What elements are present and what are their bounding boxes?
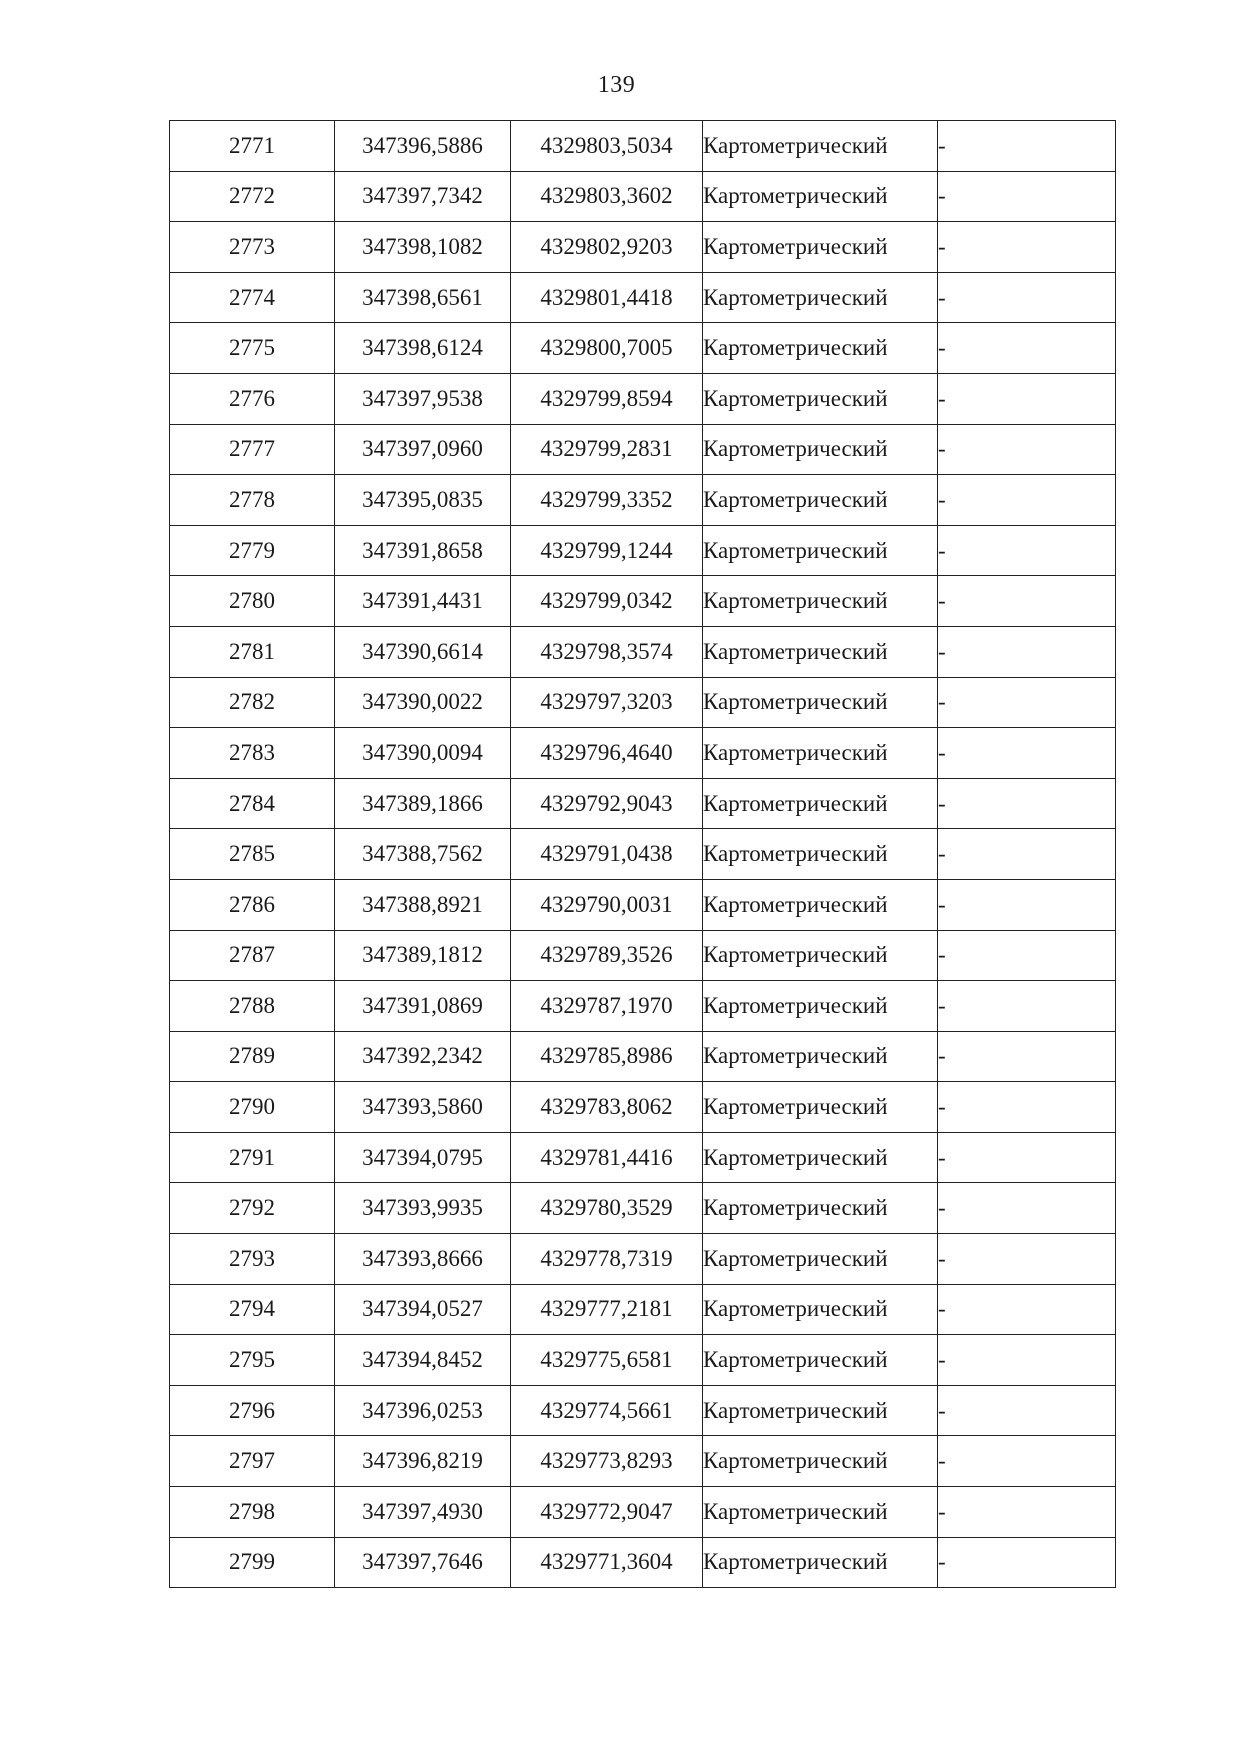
x-coordinate-cell: 347391,4431 [335,576,511,627]
x-coordinate-cell: 347397,7342 [335,171,511,222]
note-cell: - [938,424,1116,475]
table-row [170,1284,1116,1335]
table-row [170,829,1116,880]
note-cell: - [938,1385,1116,1436]
y-coordinate-cell: 4329787,1970 [511,981,703,1032]
method-cell: Картометрический [703,1132,938,1183]
x-coordinate-cell: 347390,0094 [335,728,511,779]
y-coordinate-cell: 4329796,4640 [511,728,703,779]
note-cell: - [938,981,1116,1032]
y-coordinate-cell: 4329799,8594 [511,373,703,424]
method-cell: Картометрический [703,1436,938,1487]
x-coordinate-cell: 347391,0869 [335,981,511,1032]
y-coordinate-cell: 4329803,5034 [511,121,703,172]
y-coordinate-cell: 4329799,3352 [511,475,703,526]
method-cell: Картометрический [703,829,938,880]
table-row [170,1082,1116,1133]
point-number-cell: 2786 [170,879,335,930]
point-number-cell: 2799 [170,1537,335,1588]
point-number-cell: 2797 [170,1436,335,1487]
y-coordinate-cell: 4329783,8062 [511,1082,703,1133]
note-cell: - [938,171,1116,222]
note-cell: - [938,626,1116,677]
method-cell: Картометрический [703,171,938,222]
table-row [170,272,1116,323]
y-coordinate-cell: 4329781,4416 [511,1132,703,1183]
x-coordinate-cell: 347398,1082 [335,222,511,273]
table-row [170,1385,1116,1436]
note-cell: - [938,930,1116,981]
y-coordinate-cell: 4329771,3604 [511,1537,703,1588]
method-cell: Картометрический [703,1487,938,1538]
method-cell: Картометрический [703,1284,938,1335]
x-coordinate-cell: 347396,8219 [335,1436,511,1487]
y-coordinate-cell: 4329798,3574 [511,626,703,677]
table-row [170,373,1116,424]
x-coordinate-cell: 347398,6561 [335,272,511,323]
x-coordinate-cell: 347393,5860 [335,1082,511,1133]
table-row [170,1537,1116,1588]
point-number-cell: 2788 [170,981,335,1032]
y-coordinate-cell: 4329773,8293 [511,1436,703,1487]
table-row [170,121,1116,172]
y-coordinate-cell: 4329800,7005 [511,323,703,374]
note-cell: - [938,323,1116,374]
table-row [170,1031,1116,1082]
y-coordinate-cell: 4329802,9203 [511,222,703,273]
note-cell: - [938,728,1116,779]
method-cell: Картометрический [703,1234,938,1285]
point-number-cell: 2774 [170,272,335,323]
method-cell: Картометрический [703,1385,938,1436]
method-cell: Картометрический [703,1183,938,1234]
method-cell: Картометрический [703,323,938,374]
method-cell: Картометрический [703,677,938,728]
table-row [170,222,1116,273]
y-coordinate-cell: 4329797,3203 [511,677,703,728]
x-coordinate-cell: 347390,6614 [335,626,511,677]
table-row [170,1487,1116,1538]
y-coordinate-cell: 4329780,3529 [511,1183,703,1234]
x-coordinate-cell: 347392,2342 [335,1031,511,1082]
point-number-cell: 2773 [170,222,335,273]
method-cell: Картометрический [703,525,938,576]
point-number-cell: 2794 [170,1284,335,1335]
y-coordinate-cell: 4329789,3526 [511,930,703,981]
method-cell: Картометрический [703,1537,938,1588]
y-coordinate-cell: 4329792,9043 [511,778,703,829]
method-cell: Картометрический [703,424,938,475]
y-coordinate-cell: 4329775,6581 [511,1335,703,1386]
note-cell: - [938,576,1116,627]
x-coordinate-cell: 347393,9935 [335,1183,511,1234]
x-coordinate-cell: 347391,8658 [335,525,511,576]
method-cell: Картометрический [703,222,938,273]
y-coordinate-cell: 4329774,5661 [511,1385,703,1436]
y-coordinate-cell: 4329772,9047 [511,1487,703,1538]
y-coordinate-cell: 4329799,2831 [511,424,703,475]
x-coordinate-cell: 347397,4930 [335,1487,511,1538]
table-row [170,879,1116,930]
table-row [170,1335,1116,1386]
y-coordinate-cell: 4329777,2181 [511,1284,703,1335]
point-number-cell: 2778 [170,475,335,526]
point-number-cell: 2784 [170,778,335,829]
table-row [170,525,1116,576]
point-number-cell: 2777 [170,424,335,475]
method-cell: Картометрический [703,121,938,172]
note-cell: - [938,1082,1116,1133]
note-cell: - [938,121,1116,172]
method-cell: Картометрический [703,272,938,323]
method-cell: Картометрический [703,576,938,627]
point-number-cell: 2790 [170,1082,335,1133]
x-coordinate-cell: 347396,5886 [335,121,511,172]
y-coordinate-cell: 4329799,1244 [511,525,703,576]
x-coordinate-cell: 347396,0253 [335,1385,511,1436]
note-cell: - [938,1132,1116,1183]
note-cell: - [938,1284,1116,1335]
note-cell: - [938,272,1116,323]
y-coordinate-cell: 4329785,8986 [511,1031,703,1082]
point-number-cell: 2787 [170,930,335,981]
point-number-cell: 2779 [170,525,335,576]
method-cell: Картометрический [703,475,938,526]
note-cell: - [938,1436,1116,1487]
point-number-cell: 2792 [170,1183,335,1234]
y-coordinate-cell: 4329803,3602 [511,171,703,222]
method-cell: Картометрический [703,1335,938,1386]
note-cell: - [938,829,1116,880]
point-number-cell: 2798 [170,1487,335,1538]
method-cell: Картометрический [703,930,938,981]
x-coordinate-cell: 347388,7562 [335,829,511,880]
table-row [170,930,1116,981]
note-cell: - [938,1487,1116,1538]
y-coordinate-cell: 4329799,0342 [511,576,703,627]
y-coordinate-cell: 4329778,7319 [511,1234,703,1285]
note-cell: - [938,677,1116,728]
note-cell: - [938,1031,1116,1082]
x-coordinate-cell: 347394,0795 [335,1132,511,1183]
x-coordinate-cell: 347395,0835 [335,475,511,526]
note-cell: - [938,1183,1116,1234]
table-row [170,1132,1116,1183]
note-cell: - [938,1537,1116,1588]
coordinates-table-body [170,121,1116,1588]
table-row [170,677,1116,728]
point-number-cell: 2771 [170,121,335,172]
point-number-cell: 2793 [170,1234,335,1285]
x-coordinate-cell: 347394,0527 [335,1284,511,1335]
table-row [170,323,1116,374]
x-coordinate-cell: 347389,1812 [335,930,511,981]
table-row [170,626,1116,677]
point-number-cell: 2780 [170,576,335,627]
table-row [170,981,1116,1032]
note-cell: - [938,879,1116,930]
point-number-cell: 2789 [170,1031,335,1082]
y-coordinate-cell: 4329801,4418 [511,272,703,323]
x-coordinate-cell: 347397,7646 [335,1537,511,1588]
x-coordinate-cell: 347393,8666 [335,1234,511,1285]
method-cell: Картометрический [703,1031,938,1082]
method-cell: Картометрический [703,981,938,1032]
point-number-cell: 2785 [170,829,335,880]
table-row [170,1436,1116,1487]
method-cell: Картометрический [703,728,938,779]
point-number-cell: 2775 [170,323,335,374]
table-row [170,728,1116,779]
method-cell: Картометрический [703,778,938,829]
table-row [170,778,1116,829]
x-coordinate-cell: 347389,1866 [335,778,511,829]
table-row [170,576,1116,627]
x-coordinate-cell: 347397,0960 [335,424,511,475]
point-number-cell: 2796 [170,1385,335,1436]
point-number-cell: 2791 [170,1132,335,1183]
point-number-cell: 2776 [170,373,335,424]
point-number-cell: 2783 [170,728,335,779]
note-cell: - [938,778,1116,829]
x-coordinate-cell: 347388,8921 [335,879,511,930]
note-cell: - [938,1335,1116,1386]
method-cell: Картометрический [703,879,938,930]
table-row [170,424,1116,475]
x-coordinate-cell: 347398,6124 [335,323,511,374]
x-coordinate-cell: 347397,9538 [335,373,511,424]
method-cell: Картометрический [703,626,938,677]
point-number-cell: 2795 [170,1335,335,1386]
table-row [170,1183,1116,1234]
y-coordinate-cell: 4329791,0438 [511,829,703,880]
method-cell: Картометрический [703,1082,938,1133]
note-cell: - [938,525,1116,576]
point-number-cell: 2772 [170,171,335,222]
method-cell: Картометрический [703,373,938,424]
point-number-cell: 2782 [170,677,335,728]
table-row [170,171,1116,222]
table-row [170,475,1116,526]
coordinates-table [169,120,1116,1588]
table-row [170,1234,1116,1285]
point-number-cell: 2781 [170,626,335,677]
page-number: 139 [597,72,636,98]
y-coordinate-cell: 4329790,0031 [511,879,703,930]
note-cell: - [938,373,1116,424]
note-cell: - [938,1234,1116,1285]
x-coordinate-cell: 347390,0022 [335,677,511,728]
note-cell: - [938,222,1116,273]
note-cell: - [938,475,1116,526]
x-coordinate-cell: 347394,8452 [335,1335,511,1386]
